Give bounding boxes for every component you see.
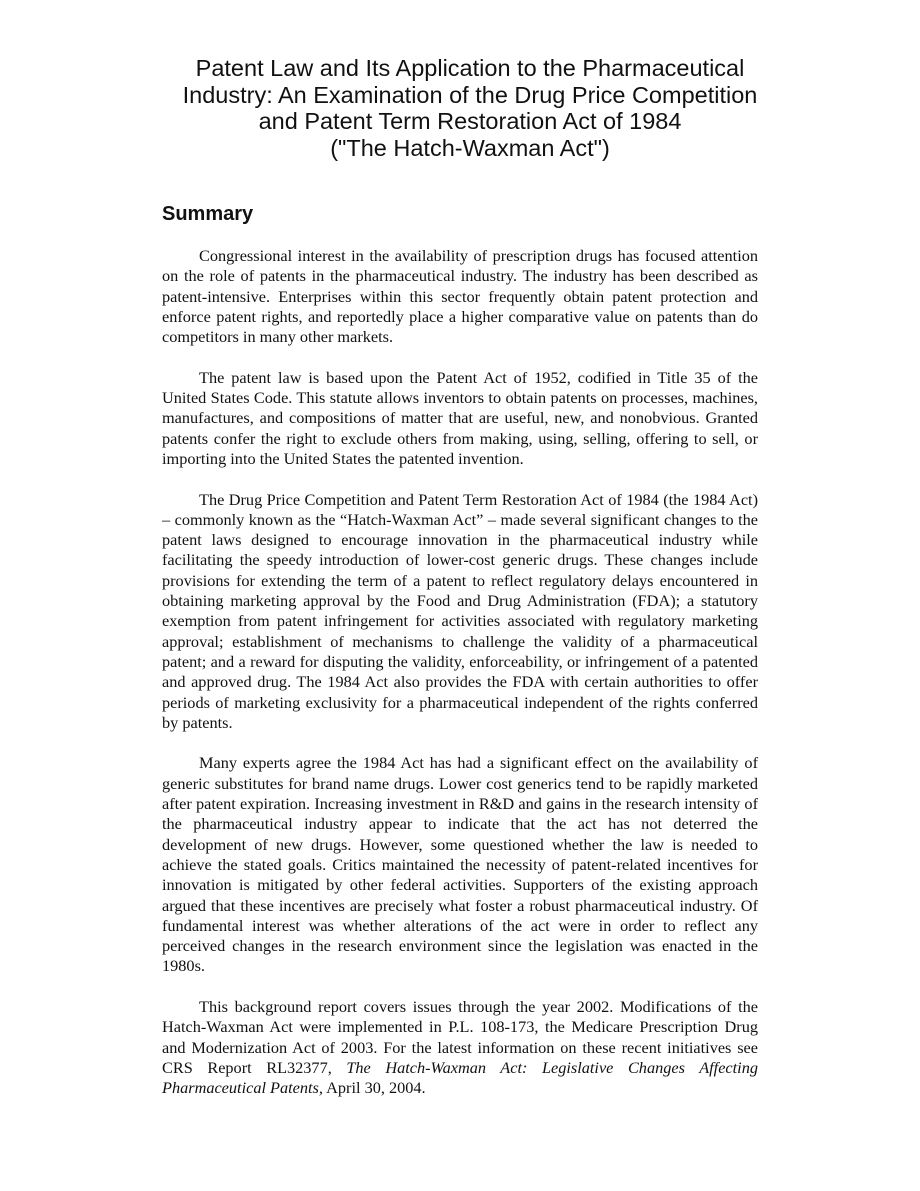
- paragraph-final-tail: April 30, 2004.: [322, 1078, 426, 1098]
- report-citation-title: The Hatch-Waxman Act: Legislative Changes Affecting Pharmaceutical Patents,: [162, 1057, 758, 1098]
- paragraph: The patent law is based upon the Patent Act of 1952, codified in Title 35 of the United States Code. This statute allows inventors to obtain patents on processes, machines, manufactures, and compositions of matter that are useful, new, and nonobvious. Granted patents confer the right to exclude others from making, using, selling, offering to sell, or importing into the United States the patented invention.: [162, 367, 758, 468]
- summary-body: [162, 246, 758, 1119]
- paragraph-final: [162, 997, 758, 1098]
- title-line: Industry: An Examination of the Drug Price Competition: [182, 81, 758, 108]
- paragraph: Congressional interest in the availability of prescription drugs has focused attention on the role of patents in the pharmaceutical industry. The industry has been described as patent-intensive. Enterprises within this sector frequently obtain patent protection and enforce patent rights, and reportedly place a higher comparative value on patents than do competitors in many other markets.: [162, 246, 758, 347]
- title-line: ("The Hatch-Waxman Act"): [330, 134, 610, 161]
- document-title: [140, 55, 800, 161]
- paragraph: Many experts agree the 1984 Act has had a significant effect on the availability of generic substitutes for brand name drugs. Lower cost generics tend to be rapidly marketed after patent expiration. Increasing investment in R&D and gains in the research intensity of the pharmaceutical industry appear to indicate that the act has not deterred the development of new drugs. However, some questioned whether the law is needed to achieve the stated goals. Critics maintained the necessity of patent-related incentives for innovation is mitigated by other federal activities. Supporters of the existing approach argued that these incentives are precisely what foster a robust pharmaceutical industry. Of fundamental interest was whether alterations of the act were in order to reflect any perceived changes in the research environment since the legislation was enacted in the 1980s.: [162, 753, 758, 976]
- paragraph-final-lead: This background report covers issues through the year 2002. Modifications of the Hatch-Waxman Act were implemented in P.L. 108-173, the Medicare Prescription Drug and Modernization Act of 2003. For the latest information on these recent initiatives see CRS Report RL32377,: [162, 996, 758, 1077]
- title-line: and Patent Term Restoration Act of 1984: [258, 108, 682, 134]
- paragraph: The Drug Price Competition and Patent Term Restoration Act of 1984 (the 1984 Act) – commonly known as the “Hatch-Waxman Act” – made several significant changes to the patent laws designed to encourage innovation in the pharmaceutical industry while facilitating the speedy introduction of lower-cost generic drugs. These changes include provisions for extending the term of a patent to reflect regulatory delays encountered in obtaining marketing approval by the Food and Drug Administration (FDA); a statutory exemption from patent infringement for activities associated with regulatory marketing approval; establishment of mechanisms to challenge the validity of a pharmaceutical patent; and a reward for disputing the validity, enforceability, or infringement of a patented and approved drug. The 1984 Act also provides the FDA with certain authorities to offer periods of marketing exclusivity for a pharmaceutical independent of the rights conferred by patents.: [162, 489, 758, 732]
- section-heading-summary: Summary: [162, 203, 254, 225]
- title-line: Patent Law and Its Application to the Pharmaceutical: [195, 55, 745, 81]
